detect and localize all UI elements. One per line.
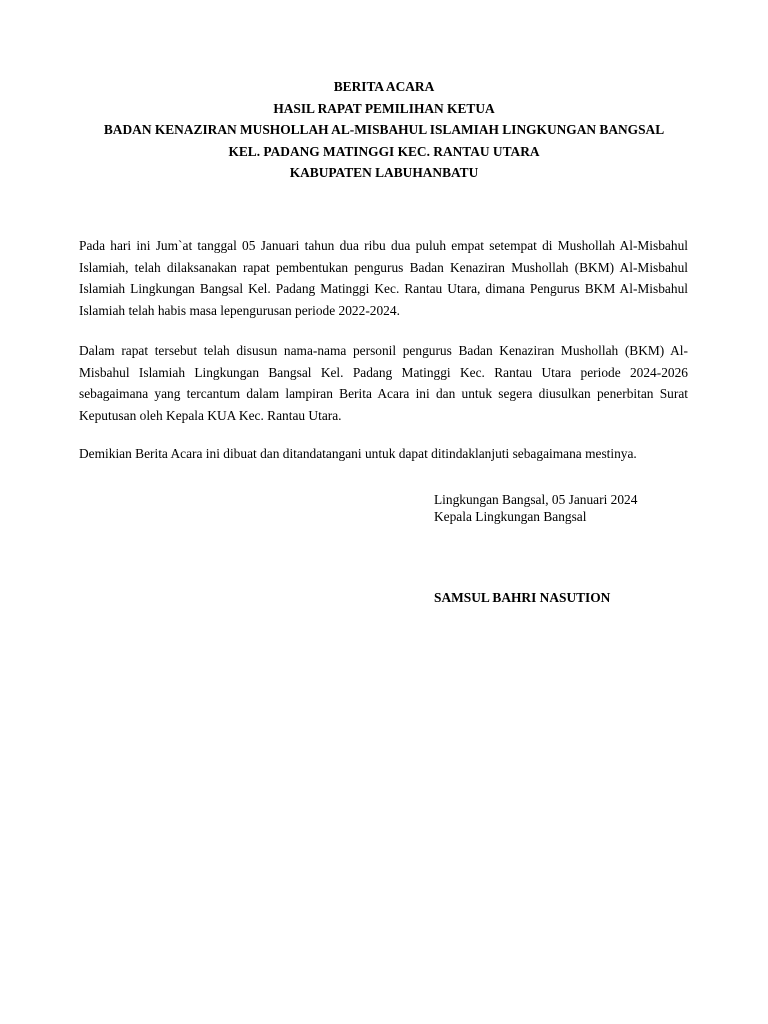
paragraph-details: Dalam rapat tersebut telah disusun nama-nama personil pengurus Badan Kenaziran Mushollah (BKM) Al-Misbahul Islamiah Lingkungan Bangsal Kel. Padang Matinggi Kec. Rantau Utara periode 2024-2026 sebagaimana yang tercantum dalam lampiran Berita Acara ini dan untuk segera diusulkan penerbitan Surat Keputusan oleh Kepala KUA Kec. Rantau Utara. [79, 343, 688, 423]
signer-name: SAMSUL BAHRI NASUTION [434, 590, 611, 605]
document-heading [0, 76, 768, 184]
heading-title: BERITA ACARA [333, 79, 435, 94]
paragraph-closing: Demikian Berita Acara ini dibuat dan ditandatangani untuk dapat ditindaklanjuti sebagaimana mestinya. [79, 446, 637, 461]
paragraph-opening: Pada hari ini Jum`at tanggal 05 Januari tahun dua ribu dua puluh empat setempat di Mushollah Al-Misbahul Islamiah, telah dilaksanakan rapat pembentukan pengurus Badan Kenaziran Mushollah (BKM) Al-Misbahul Islamiah Lingkungan Bangsal Kel. Padang Matinggi Kec. Rantau Utara, dimana Pengurus BKM Al-Misbahul Islamiah telah habis masa lepengurusan periode 2022-2024. [79, 238, 688, 318]
heading-subtitle: HASIL RAPAT PEMILIHAN KETUA [273, 100, 495, 116]
heading-organization: BADAN KENAZIRAN MUSHOLLAH AL-MISBAHUL ISLAMIAH LINGKUNGAN BANGSAL [103, 122, 665, 138]
heading-location: KEL. PADANG MATINGGI KEC. RANTAU UTARA [228, 143, 540, 159]
signature-place-date: Lingkungan Bangsal, 05 Januari 2024 [434, 492, 638, 507]
signature-block [434, 491, 637, 525]
signature-position: Kepala Lingkungan Bangsal [434, 509, 587, 524]
heading-regency: KABUPATEN LABUHANBATU [289, 165, 479, 181]
